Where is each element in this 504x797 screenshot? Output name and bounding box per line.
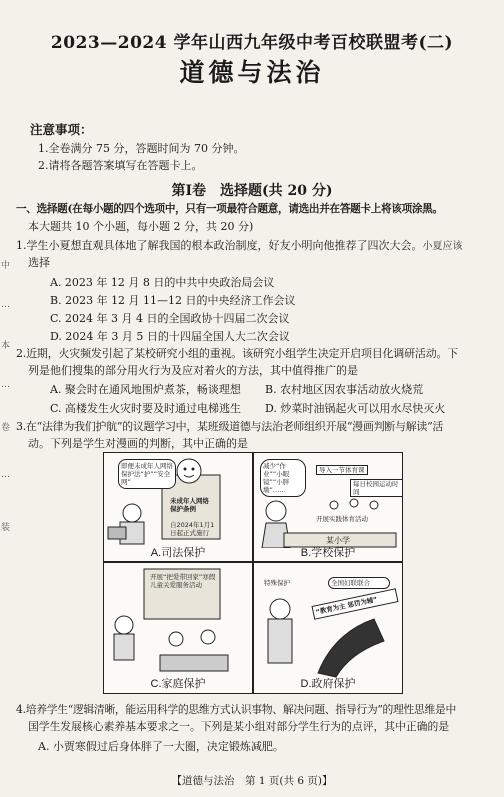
question-2-option-d: D. 炒菜时油锅起火可以用水尽快灭火 <box>265 402 446 415</box>
cartoon-caption-d: D.政府保护 <box>300 678 356 690</box>
question-1-stem-cont: 选择 <box>28 256 50 269</box>
question-2-stem-cont: 列是他们搜集的部分用火行为及应对着火的方法，其中值得推广的是 <box>28 364 358 377</box>
question-2-stem: 2.近期，火灾频发引起了某校研究小组的重视。该研究小组学生决定开启项目化调研活动。下 <box>16 347 459 360</box>
question-1-option-d: D. 2024 年 3 月 5 日的十四届全国人大二次会议 <box>50 330 290 343</box>
cartoon-caption-b: B.学校保护 <box>300 547 356 559</box>
section-intro-bold: 一、选择题(在每小题的四个选项中，只有一项最符合题意，请选出并在答题卡上将该项涂黑。 <box>16 203 443 215</box>
exam-subject: 道德与法治 <box>179 58 325 87</box>
page-footer: 【道德与法治 第 1 页(共 6 页)】 <box>171 775 333 787</box>
section-intro-rest: 本大题共 10 个小题，每小题 2 分，共 20 分) <box>28 220 254 233</box>
cartoon-d-flag: 全国妇联联合 <box>328 577 390 589</box>
handwritten-note: 小夏应该 <box>422 241 463 252</box>
question-1-option-b: B. 2023 年 12 月 11—12 日的中央经济工作会议 <box>50 294 296 307</box>
cartoon-panel-d <box>253 562 403 694</box>
cartoon-c-banner: 开展“把爱带回家”寒假儿童关爱服务活动 <box>150 573 216 589</box>
question-1-stem <box>16 238 494 254</box>
cartoon-b-bubble: 减少“作业”“小眼镜”“小胖墩”…… <box>260 459 306 497</box>
side-mark: 中 <box>1 261 11 271</box>
question-1-option-c: C. 2024 年 3 月 4 日的全国政协十四届二次会议 <box>50 312 290 325</box>
exam-title: 2023—2024 学年山西九年级中考百校联盟考(二) <box>50 33 454 53</box>
cartoon-a-bubble: 即便未成年人网络保护法“护”“安全网” <box>118 459 176 489</box>
side-mark: … <box>1 470 10 480</box>
cartoon-a-book-title: 未成年人网络保护条例 <box>170 497 209 513</box>
cartoon-d-sign: “教育为主 惩罚为辅” <box>311 588 398 620</box>
question-1-option-a: A. 2023 年 12 月 8 日的中共中央政治局会议 <box>50 276 275 289</box>
notice-heading: 注意事项： <box>30 122 93 137</box>
side-mark: 装 <box>1 523 11 533</box>
question-4-stem-cont: 国学生发展核心素养基本要求之一。下列是某小组对部分学生行为的点评，其中正确的是 <box>28 720 450 733</box>
cartoon-d-person-label: 特殊保护 <box>264 579 290 587</box>
part-heading: 第Ⅰ卷 选择题(共 20 分) <box>171 183 333 199</box>
question-3-stem-cont: 动。下列是学生对漫画的判断，其中正确的是 <box>28 437 248 450</box>
question-3-stem: 3.在“法律为我们护航”的议题学习中，某班级道德与法治老师组织开展“漫画判断与解读”活 <box>16 420 444 433</box>
question-4-option-a: A. 小贾寒假过后身体胖了一大圈，决定锻炼减肥。 <box>38 740 284 753</box>
notice-item: 1.全卷满分 75 分，答题时间为 70 分钟。 <box>38 142 245 155</box>
cartoon-panel-a <box>103 452 253 562</box>
side-mark: 本 <box>1 341 11 351</box>
question-2-option-a: A. 聚会时在通风地围炉煮茶，畅谈理想 <box>50 383 241 396</box>
question-2-option-b: B. 农村地区因农事活动放火烧荒 <box>265 383 424 396</box>
cartoon-grid <box>103 452 403 694</box>
question-1-stem-text: 1.学生小夏想直观具体地了解我国的根本政治制度，好友小明向他推荐了四次大会。 <box>16 239 423 252</box>
cartoon-b-sign-1: 导入一节体育课 <box>316 465 368 475</box>
notice-item: 2.请将各题答案填写在答题卡上。 <box>38 159 203 172</box>
cartoon-panel-b <box>253 452 403 562</box>
side-mark: … <box>1 380 10 390</box>
cartoon-caption-a: A.司法保护 <box>150 547 206 559</box>
side-mark: … <box>1 300 10 310</box>
cartoon-b-sign-3: 开展实践体育活动 <box>316 515 368 523</box>
question-2-option-c: C. 高楼发生火灾时要及时通过电梯逃生 <box>50 402 242 415</box>
side-mark: 卷 <box>1 423 11 433</box>
cartoon-a-book-date: 自2024年1月1日起正式施行 <box>170 521 215 537</box>
cartoon-b-school: 某小学 <box>326 536 350 545</box>
cartoon-b-sign-2: 每日校园运动时间 <box>350 479 403 497</box>
question-4-stem: 4.培养学生“逻辑清晰，能运用科学的思维方式认识事物、解决问题、指导行为”的理性思维是中 <box>16 703 457 716</box>
cartoon-caption-c: C.家庭保护 <box>150 678 206 690</box>
cartoon-panel-c <box>103 562 253 694</box>
